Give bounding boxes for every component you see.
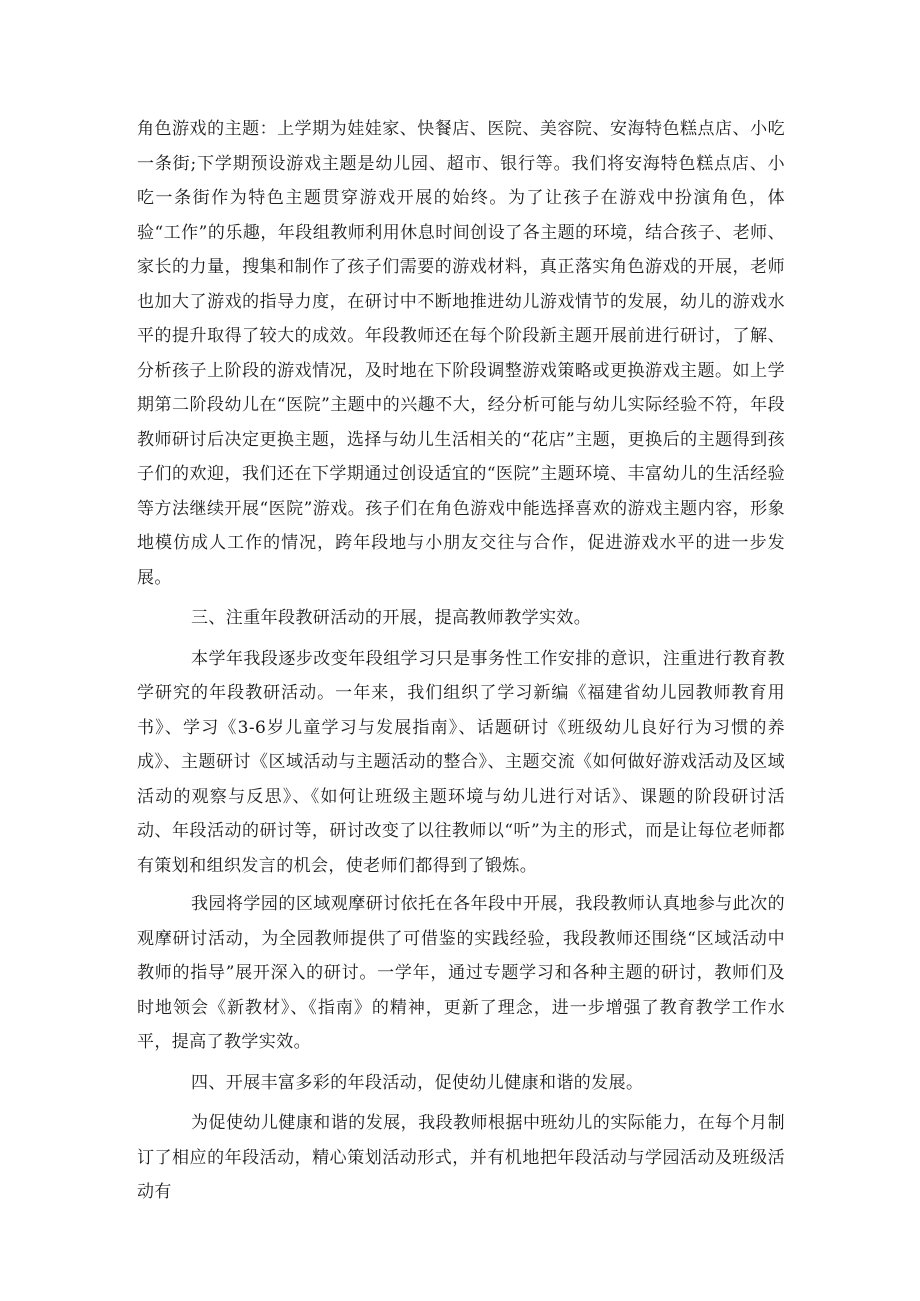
section-heading: 三、注重年段教研活动的开展，提高教师教学实效。 [191, 608, 592, 628]
body-paragraph: 我园将学园的区域观摩研讨依托在各年段中开展，我段教师认真地参与此次的观摩研讨活动，为全园教师提供了可借鉴的实践经验，我段教师还围绕“区域活动中教师的指导”展开深入的研讨。一学年，通过专题学习和各种主题的研讨，教师们及时地领会《新教材》、《指南》的精神，更新了理念，进一步增强了教育教学工作水平，提高了教学实效。 [137, 894, 785, 1052]
body-paragraph: 角色游戏的主题：上学期为娃娃家、快餐店、医院、美容院、安海特色糕点店、小吃一条街;下学期预设游戏主题是幼儿园、超市、银行等。我们将安海特色糕点店、小吃一条街作为特色主题贯穿游戏开展的始终。为了让孩子在游戏中扮演角色，体验“工作”的乐趣，年段组教师利用休息时间创设了各主题的环境，结合孩子、老师、家长的力量，搜集和制作了孩子们需要的游戏材料，真正落实角色游戏的开展，老师也加大了游戏的指导力度，在研讨中不断地推进幼儿游戏情节的发展，幼儿的游戏水平的提升取得了较大的成效。年段教师还在每个阶段新主题开展前进行研讨，了解、分析孩子上阶段的游戏情况，及时地在下阶段调整游戏策略或更换游戏主题。如上学期第二阶段幼儿在“医院”主题中的兴趣不大，经分析可能与幼儿实际经验不符，年段教师研讨后决定更换主题，选择与幼儿生活相关的“花店”主题，更换后的主题得到孩子们的欢迎，我们还在下学期通过创设适宜的“医院”主题环境、丰富幼儿的生活经验等方法继续开展“医院”游戏。孩子们在角色游戏中能选择喜欢的游戏主题内容，形象地模仿成人工作的情况，跨年段地与小朋友交往与合作，促进游戏水平的进一步发展。 [137, 119, 785, 588]
section-heading: 四、开展丰富多彩的年段活动，促使幼儿健康和谐的发展。 [191, 1072, 644, 1093]
body-paragraph: 为促使幼儿健康和谐的发展，我段教师根据中班幼儿的实际能力，在每个月制订了相应的年段活动，精心策划活动形式，并有机地把年段活动与学园活动及班级活动有 [137, 1113, 785, 1202]
document-page [137, 112, 785, 1210]
body-paragraph: 本学年我段逐步改变年段组学习只是事务性工作安排的意识，注重进行教育教学研究的年段教研活动。一年来，我们组织了学习新编《福建省幼儿园教师教育用书》、学习《3-6岁儿童学习与发展指南》、话题研讨《班级幼儿良好行为习惯的养成》、主题研讨《区域活动与主题活动的整合》、主题交流《如何做好游戏活动及区域活动的观察与反思》、《如何让班级主题环境与幼儿进行对话》、课题的阶段研讨活动、年段活动的研讨等，研讨改变了以往教师以“听”为主的形式，而是让每位老师都有策划和组织发言的机会，使老师们都得到了锻炼。 [137, 648, 785, 876]
